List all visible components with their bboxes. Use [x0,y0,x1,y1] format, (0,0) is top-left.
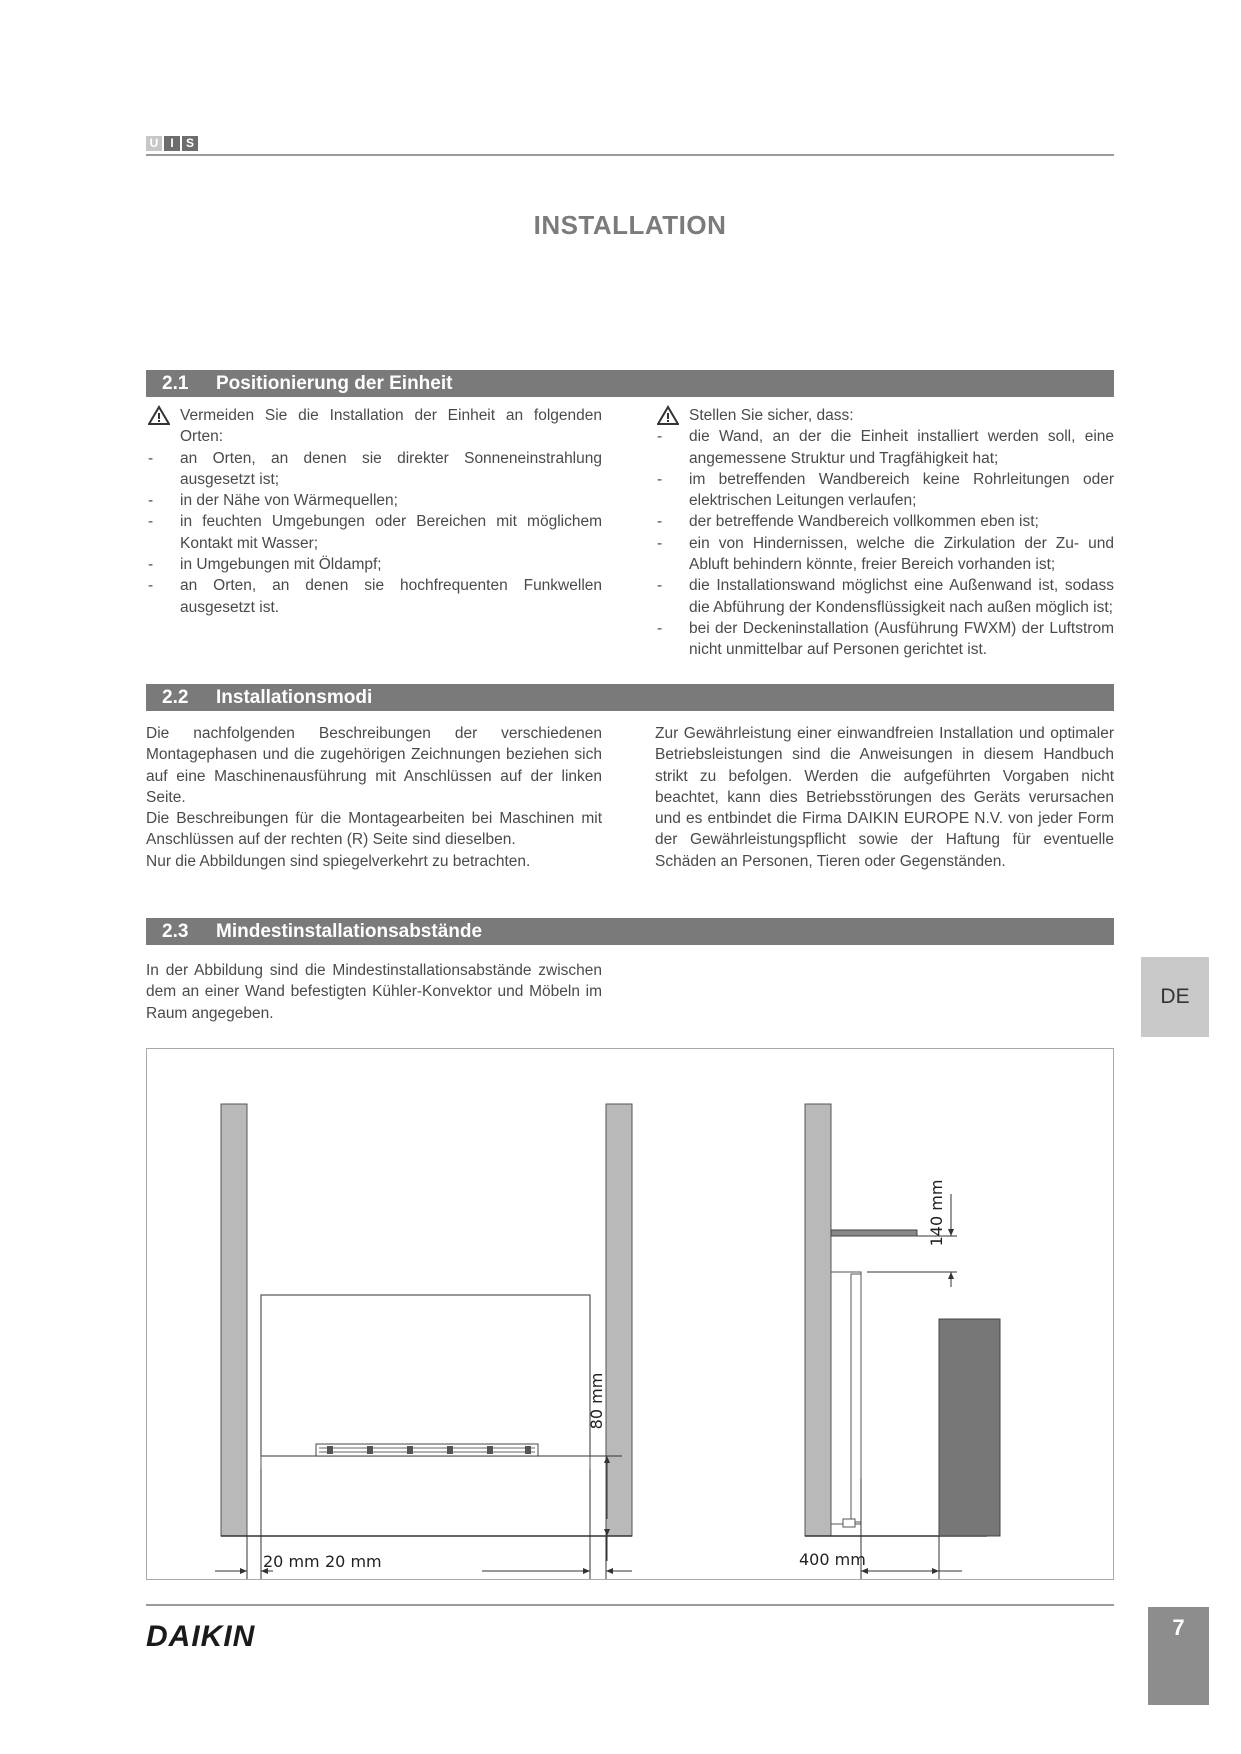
list-item: - die Wand, an der die Einheit installiert werden soll, eine angemessene Struktur und Tragfähigkeit hat; [657,428,1114,467]
section-title: Installationsmodi [216,687,373,708]
section-number: 2.3 [162,921,189,942]
header-rule [146,154,1114,156]
left-wall [221,1104,247,1536]
section-title: Mindestinstallationsabstände [216,921,483,942]
section-2-3-header [146,918,1114,945]
section-2-1-header [146,370,1114,397]
dim-top-label: 140 mm [927,1179,946,1247]
dim-front-label: 400 mm [799,1550,866,1569]
furniture-block [939,1319,1000,1536]
paragraph: Nur die Abbildungen sind spiegelverkehrt zu betrachten. [146,852,531,870]
uis-letter-u: U [146,136,162,151]
warning-icon [148,405,170,431]
list-item: - im betreffenden Wandbereich keine Rohrleitungen oder elektrischen Leitungen verlaufen; [657,470,1114,510]
language-tab: DE [1141,957,1209,1037]
fan-coil-unit-front [261,1295,590,1456]
section-number: 2.2 [162,687,189,708]
dim-left-label-2: 20 mm [325,1552,382,1571]
section-2-2-left [146,723,602,872]
section-2-1-right [655,405,1114,661]
uis-letter-i: I [164,136,180,151]
list-item: - in feuchten Umgebungen oder Bereichen mit möglichem Kontakt mit Wasser; [148,513,602,552]
list-item: - bei der Deckeninstallation (Ausführung FWXM) der Luftstrom nicht unmittelbar auf Personen gerichtet ist. [657,619,1114,659]
section-title: Positionierung der Einheit [216,373,453,394]
uis-badge [146,136,198,151]
list-item: - in der Nähe von Wärmequellen; [148,492,398,510]
section-2-2-right [655,723,1114,872]
uis-letter-s: S [182,136,198,151]
side-wall [805,1104,831,1536]
paragraph: In der Abbildung sind die Mindestinstallationsabstände zwischen dem an einer Wand befestigten Kühler-Konvektor und Möbeln im Raum angegeben. [146,962,602,1022]
right-wall [606,1104,632,1536]
list-item: - die Installationswand möglichst eine Außenwand ist, sodass die Abführung der Kondensflüssigkeit nach außen möglich ist; [657,577,1114,616]
list-item: - in Umgebungen mit Öldampf; [148,556,382,574]
list-item: - der betreffende Wandbereich vollkommen eben ist; [657,513,1039,531]
list-item: - an Orten, an denen sie hochfrequenten Funkwellen ausgesetzt ist. [148,577,602,616]
warning-intro: Vermeiden Sie die Installation der Einheit an folgenden Orten: [146,405,602,448]
section-2-2-header [146,684,1114,711]
list-item: - an Orten, an denen sie direkter Sonneneinstrahlung ausgesetzt ist; [148,449,602,488]
warning-intro: Stellen Sie sicher, dass: [655,405,1114,426]
air-grille [316,1444,538,1456]
section-2-3-text [146,960,602,1024]
page-title: INSTALLATION [533,210,727,240]
daikin-logo: DAIKIN [146,1620,256,1653]
installation-distance-figure [146,1048,1114,1580]
list-item: - ein von Hindernissen, welche die Zirkulation der Zu- und Abluft behindern könnte, freier Bereich vorhanden ist; [657,534,1114,574]
dim-left-label: 20 mm [263,1552,320,1571]
paragraph: Die nachfolgenden Beschreibungen der verschiedenen Montagephasen und die zugehörigen Zeichnungen beziehen sich auf eine Maschinenausführung mit Anschlüssen auf der linken Seite. [146,725,602,806]
page-number: 7 [1148,1607,1209,1705]
paragraph: Die Beschreibungen für die Montagearbeiten bei Maschinen mit Anschlüssen auf der rechten (R) Seite sind dieselben. [146,810,602,849]
section-number: 2.1 [162,373,189,394]
footer-rule [146,1604,1114,1606]
paragraph: Zur Gewährleistung einer einwandfreien Installation und optimaler Betriebsleistungen sind die Anweisungen in diesem Handbuch strikt zu befolgen. Werden die aufgeführten Vorgaben nicht beachtet, kann dies Betriebsstörungen des Geräts verursachen und es entbindet die Firma DAIKIN EUROPE N.V. von jeder Form der Gewährleistungspflicht sowie der Haftung für eventuelle Schäden an Personen, Tieren oder Gegenständen. [655,725,1114,870]
shelf [831,1230,917,1236]
dim-height-label: 80 mm [587,1372,606,1430]
section-2-1-left [146,405,602,618]
figure-drawing [147,1049,1113,1579]
